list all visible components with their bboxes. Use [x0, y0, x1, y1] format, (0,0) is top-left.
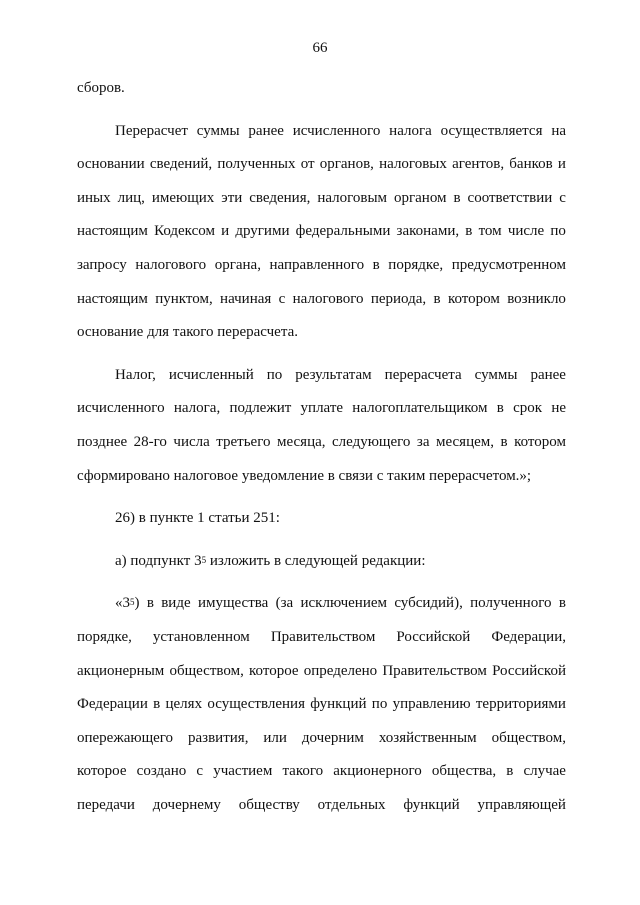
word: Перерасчет — [115, 122, 188, 139]
word: по — [266, 366, 283, 383]
paragraph-gap — [77, 584, 566, 593]
word: общества, — [431, 763, 497, 780]
word: исчисленного — [292, 122, 381, 139]
word: установленном — [152, 628, 250, 645]
word: отдельных — [317, 796, 386, 813]
word: налогоплательщиком — [352, 400, 488, 417]
text-line: сборов. — [77, 80, 125, 96]
word: исчисленного — [77, 400, 165, 417]
word: в — [558, 595, 566, 612]
word: начиная — [220, 290, 272, 307]
word: создано — [136, 763, 187, 780]
word: по — [550, 223, 566, 240]
paragraph-gap — [77, 542, 566, 551]
text-line — [77, 551, 566, 585]
word: в — [146, 595, 154, 612]
word: которое — [249, 662, 299, 679]
word: осуществляется — [440, 122, 543, 139]
text-line — [77, 432, 566, 466]
text-line — [77, 694, 566, 728]
word: не — [551, 400, 566, 417]
word: органа, — [214, 256, 261, 273]
word: налогового — [292, 290, 364, 307]
word: обществом, — [491, 729, 566, 746]
word: Федерации — [77, 696, 148, 713]
text-line — [77, 795, 566, 829]
word: настоящим — [77, 290, 148, 307]
word: ранее — [530, 366, 566, 383]
word: Кодексом — [154, 223, 215, 240]
word: том — [478, 223, 502, 240]
word: или — [263, 729, 287, 746]
word: налоговым — [317, 189, 388, 206]
word: Правительством — [270, 628, 376, 645]
word: управляющей — [477, 796, 566, 813]
word: полученных — [217, 156, 296, 173]
word: которое — [77, 763, 127, 780]
word: функций — [310, 696, 367, 713]
word: котором — [447, 290, 500, 307]
word: следующего — [331, 433, 411, 450]
text-fragment: а) подпункт 3 — [115, 552, 202, 569]
word: имущества — [197, 595, 269, 612]
word: банков — [509, 156, 553, 173]
word: числа — [173, 433, 210, 450]
word: суммы — [196, 122, 240, 139]
word: в — [500, 433, 508, 450]
word: в — [433, 290, 441, 307]
text-line — [77, 221, 566, 255]
superscript: 5 — [201, 554, 207, 565]
page-number: 66 — [312, 40, 328, 56]
text-line — [77, 398, 566, 432]
word: периода, — [370, 290, 427, 307]
word: управлению — [392, 696, 471, 713]
word: в — [372, 256, 380, 273]
word: пунктом, — [155, 290, 213, 307]
word: по — [371, 696, 388, 713]
word: иных — [77, 189, 111, 206]
word: законами, — [396, 223, 460, 240]
text-line — [77, 289, 566, 323]
word: (за — [275, 595, 294, 612]
word: уплате — [300, 400, 344, 417]
text-line — [77, 761, 566, 795]
word: виде — [161, 595, 191, 612]
text-line — [77, 255, 566, 289]
word: от — [300, 156, 315, 173]
superscript: 5 — [130, 597, 135, 608]
word: налоговых — [379, 156, 447, 173]
word: предусмотренном — [451, 256, 566, 273]
word: порядке, — [388, 256, 444, 273]
word: органов, — [319, 156, 374, 173]
word: суммы — [474, 366, 518, 383]
word: дочерним — [301, 729, 364, 746]
word: исчисленный — [168, 366, 254, 383]
word: настоящим — [77, 223, 148, 240]
word: с — [559, 189, 566, 206]
text-line — [77, 728, 566, 762]
word: позднее — [77, 433, 128, 450]
word: направленного — [269, 256, 365, 273]
word: территориями — [475, 696, 566, 713]
word: результатам — [295, 366, 372, 383]
text-line — [77, 661, 566, 695]
word: агентов, — [452, 156, 505, 173]
word: эти — [221, 189, 243, 206]
text-line — [77, 121, 566, 155]
word: акционерным — [77, 662, 165, 679]
word: развития, — [188, 729, 249, 746]
word: другими — [235, 223, 290, 240]
word: месяца, — [276, 433, 326, 450]
word: осуществления — [207, 696, 305, 713]
word: срок — [513, 400, 543, 417]
word: сведения, — [249, 189, 311, 206]
text-line — [77, 627, 566, 661]
word: обществом, — [169, 662, 244, 679]
word: 28-го — [133, 433, 167, 450]
word: налога, — [173, 400, 221, 417]
text-fragment: изложить в следующей редакции: — [206, 552, 426, 569]
word: порядке, — [77, 628, 132, 645]
word: исключением — [300, 595, 387, 612]
word: третьего — [216, 433, 271, 450]
document-body — [77, 78, 566, 828]
word: полученного — [470, 595, 552, 612]
word: месяцем, — [435, 433, 494, 450]
word: акционерного — [333, 763, 422, 780]
word: лиц, — [117, 189, 145, 206]
word: хозяйственным — [378, 729, 477, 746]
text-line: основание для такого перерасчета. — [77, 324, 298, 341]
word: передачи — [77, 796, 135, 813]
word: целях — [165, 696, 203, 713]
word: подлежит — [229, 400, 292, 417]
word: в — [465, 223, 473, 240]
word: перерасчета — [384, 366, 462, 383]
paragraph-gap — [77, 112, 566, 121]
paragraph-gap — [77, 499, 566, 508]
text-line — [77, 154, 566, 188]
word: котором — [514, 433, 566, 450]
text-line: 26) в пункте 1 статьи 251: — [115, 510, 280, 527]
paragraph-gap — [77, 356, 566, 365]
word: числе — [507, 223, 545, 240]
word: имеющих — [151, 189, 215, 206]
word: случае — [523, 763, 566, 780]
word: сведений, — [149, 156, 213, 173]
text-line — [77, 188, 566, 222]
word: Российской — [492, 662, 566, 679]
word: обществу — [238, 796, 300, 813]
word: функций — [403, 796, 460, 813]
word: налогового — [135, 256, 207, 273]
word: Федерации, — [491, 628, 566, 645]
word: в — [153, 696, 161, 713]
word: с — [196, 763, 204, 780]
word: соответствии — [467, 189, 553, 206]
word: участием — [213, 763, 273, 780]
word: на — [551, 122, 566, 139]
word: дочернему — [152, 796, 221, 813]
word: Правительством — [382, 662, 487, 679]
word: за — [416, 433, 430, 450]
word: ранее — [248, 122, 284, 139]
word: в — [506, 763, 514, 780]
word: определено — [303, 662, 378, 679]
word: в — [453, 189, 461, 206]
word: Налог, — [115, 366, 156, 383]
word: и — [557, 156, 566, 173]
word: органом — [394, 189, 447, 206]
text-line — [77, 593, 566, 627]
word: возникло — [507, 290, 566, 307]
word: налога — [389, 122, 432, 139]
text-line: сформировано налоговое уведомление в связи с таким перерасчетом.»; — [77, 467, 532, 484]
text-line — [77, 365, 566, 399]
word: субсидий), — [394, 595, 463, 612]
word: «$3^5$) — [115, 595, 140, 612]
word: опережающего — [77, 729, 174, 746]
word: такого — [282, 763, 324, 780]
word: федеральными — [295, 223, 391, 240]
word: и — [221, 223, 230, 240]
word: Российской — [396, 628, 471, 645]
word: в — [496, 400, 504, 417]
word: основании — [77, 156, 145, 173]
word: с — [278, 290, 286, 307]
word: запросу — [77, 256, 127, 273]
